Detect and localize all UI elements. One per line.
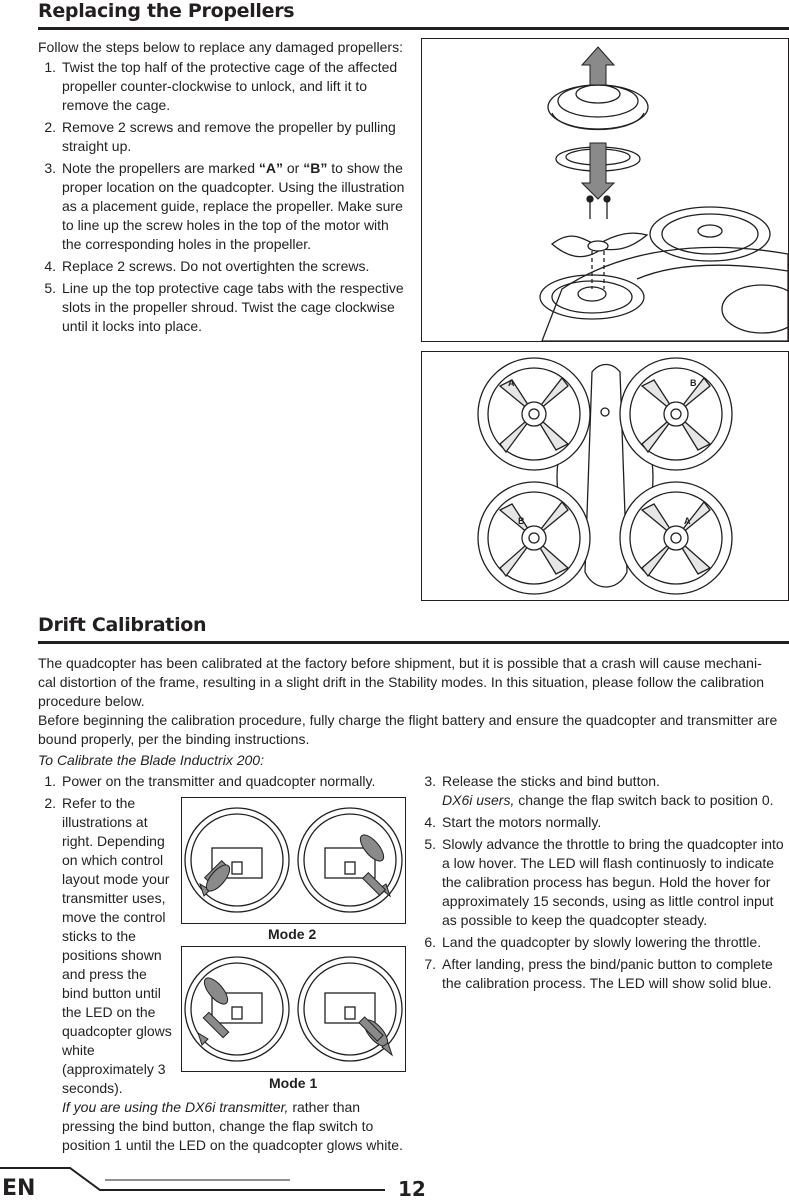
cal-step-6 [418,933,786,952]
step-number: 5. [424,836,436,852]
propeller-removal-illustration [421,38,789,342]
section-title-propellers: Replacing the Propellers [38,0,295,22]
step-number: 4. [424,814,436,830]
mode2-illustration [181,797,406,924]
step-5 [38,279,408,336]
cal-step-7 [418,955,786,993]
step-text: Remove 2 screws and remove the propeller by pulling straight up. [62,119,396,154]
mode2-label: Mode 2 [268,926,317,942]
cal-step-5 [418,835,786,930]
dx6i-note-italic: If you are using the DX6i transmitter, [62,1099,289,1115]
mode2-sticks-drawing [182,798,405,923]
drift-prep-paragraph: Before beginning the calibration procedure, fully charge the flight battery and ensure the quadcopter and transmitter are bound properly, per the binding instructions. [38,712,778,747]
intro-text: Follow the steps below to replace any damaged propellers: [38,39,403,55]
prop-label: A [508,378,515,388]
step-text: Replace 2 screws. Do not overtighten the screws. [62,258,370,274]
mode1-label: Mode 1 [269,1075,318,1091]
step-number: 1. [44,773,56,789]
label-b: “B” [303,160,328,176]
step-2 [38,118,408,156]
step-text: Land the quadcopter by slowly lowering the throttle. [442,934,762,950]
language-tag: EN [2,1176,36,1201]
step-1 [38,58,408,115]
step-number: 2. [44,119,56,135]
prop-label: B [690,378,697,388]
quadcopter-top-view [422,352,788,600]
cal-step-1 [38,772,408,791]
step-number: 3. [424,773,436,789]
step-number: 7. [424,956,436,972]
step-number: 4. [44,258,56,274]
propeller-steps [38,58,408,336]
step-number: 6. [424,934,436,950]
step-text: Start the motors normally. [442,814,602,830]
step-text: Note the propellers are marked [62,160,259,176]
step-text: Line up the top protective cage tabs with the respective slots in the propeller shroud. Twist the cage clockwise until it locks into place. [62,280,404,334]
step-text: to show the proper location on the quadcopter. Using the illustration as a placement guide, replace the propeller. Make sure to line up the screw holes in the top of the motor with the corresponding holes in the propeller. [62,160,405,252]
dx6i-note [38,1098,408,1155]
step-number: 2. [44,795,56,811]
prop-label: A [684,516,691,526]
propeller-placement-illustration [421,351,789,601]
page-number: 12 [398,1177,426,1201]
dx6i-note-text: rather than pressing the bind button, change the flap switch to position 1 until the LED on the quadcopter glows white. [62,1099,403,1153]
step-text: change the flap switch back to position 0. [514,792,774,808]
cal-step-4 [418,813,786,832]
propeller-exploded-drawing [422,39,788,341]
steps-list [418,772,786,993]
step-italic: DX6i users, [442,792,515,808]
step-text: Release the sticks and bind button. [442,773,660,789]
step-3 [38,159,408,254]
prop-label: B [518,516,525,526]
calibration-steps-right [418,772,786,996]
calibration-subhead: To Calibrate the Blade Inductrix 200: [38,752,264,768]
section-rule [38,641,789,644]
step-number: 1. [44,59,56,75]
step-text: Slowly advance the throttle to bring the quadcopter into a low hover. The LED will flash continuosly to indicate the calibration process has begun. Hold the hover for approximately 15 seconds, using as little control input as possible to keep the quadcopter steady. [442,836,784,928]
cal-step-2 [38,794,177,1098]
cal-step-3 [418,772,786,810]
step-text: or [283,160,304,176]
label-a: “A” [258,160,283,176]
step-text: Power on the transmitter and quadcopter normally. [62,773,376,789]
step-text: Twist the top half of the protective cage of the affected propeller counter-clockwise to unlock, and lift it to remove the cage. [62,59,398,113]
mode1-sticks-drawing [182,947,405,1071]
propeller-instructions [38,38,408,339]
footer-rule [0,1158,400,1200]
step-text: Refer to the illustrations at right. Depending on which control layout mode your transmitter uses, move the control sticks to the positions shown and press the bind button until the LED on the quadcopter glows white (approximately 3 seconds). [62,795,172,1096]
step-text: After landing, press the bind/panic button to complete the calibration process. The LED will show solid blue. [442,956,773,991]
section-rule [38,27,789,30]
step-number: 5. [44,280,56,296]
step-number: 3. [44,160,56,176]
section-title-drift: Drift Calibration [38,614,207,636]
mode1-illustration [181,946,406,1072]
step-4 [38,257,408,276]
drift-intro-paragraph: The quadcopter has been calibrated at the factory before shipment, but it is possible that a crash will cause mechani-cal distortion of the frame, resulting in a slight drift in the Stability modes. In this situation, please follow the calibration procedure below. [38,655,765,709]
